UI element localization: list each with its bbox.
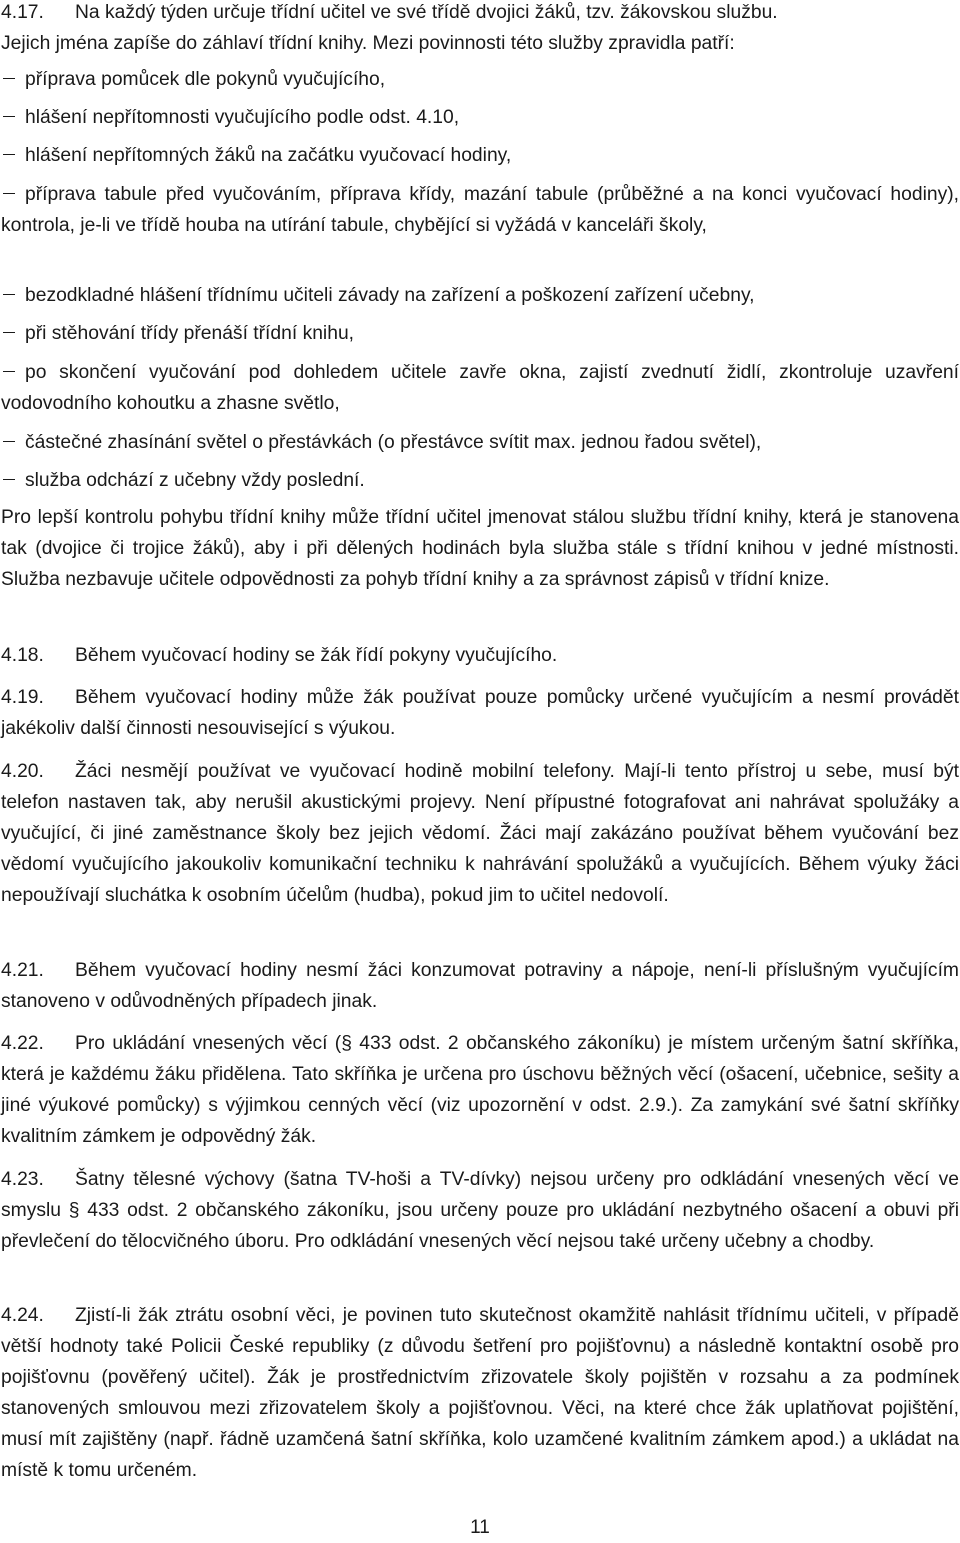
dash-bullet-icon <box>3 78 15 80</box>
section-4-18 <box>1 640 959 671</box>
section-4-21 <box>1 955 959 1017</box>
section-number: 4.20. <box>1 761 44 782</box>
section-number: 4.22. <box>1 1033 44 1054</box>
section-text: Během vyučovací hodiny může žák používat pouze pomůcky určené vyučujícím a nesmí provádět jakékoliv další činnosti nesouvisející s výukou. <box>1 687 959 739</box>
page-number: 11 <box>470 1517 490 1538</box>
section-number: 4.17. <box>1 2 44 23</box>
duty-item: bezodkladné hlášení třídnímu učiteli závady na zařízení a poškození zařízení učebny, <box>1 280 959 311</box>
paragraph-class-book: Pro lepší kontrolu pohybu třídní knihy může třídní učitel jmenovat stálou službu třídní knihy, která je stanovena tak (dvojice či trojice žáků), aby i při dělených hodinách byla služba stále s třídní knihou v jedné místnosti. Služba nezbavuje učitele odpovědnosti za pohyb třídní knihy a za správnost zápisů v třídní knize. <box>1 507 959 590</box>
dash-bullet-icon <box>3 332 15 334</box>
section-text: Pro ukládání vnesených věcí (§ 433 odst. 2 občanského zákoníku) je místem určeným šatní skříňka, která je každému žáku přidělena. Tato skříňka je určena pro úschovu běžných věcí (ošacení, učebnice, sešity a jiné výukové pomůcky) s výjimkou cenných věcí (viz upozornění v odst. 2.9.). Za zamykání své šatní skříňky kvalitním zámkem je odpovědný žák. <box>1 1033 959 1147</box>
section-text-line2: Jejich jména zapíše do záhlaví třídní knihy. Mezi povinnosti této služby zpravidla patří: <box>1 33 735 54</box>
duty-item: služba odchází z učebny vždy poslední. <box>1 465 959 496</box>
section-4-24 <box>1 1300 959 1486</box>
section-number: 4.23. <box>1 1169 44 1190</box>
duty-item: příprava pomůcek dle pokynů vyučujícího, <box>1 64 959 95</box>
duty-item: hlášení nepřítomných žáků na začátku vyučovací hodiny, <box>1 140 959 171</box>
section-text: Šatny tělesné výchovy (šatna TV-hoši a TV-dívky) nejsou určeny pro odkládání vnesených věcí ve smyslu § 433 odst. 2 občanského zákoníku, jsou určeny pouze pro ukládání nezbytného ošacení a obuvi při převlečení do tělocvičného úboru. Pro odkládání vnesených věcí nejsou také určeny učebny a chodby. <box>1 1169 959 1252</box>
section-text: Během vyučovací hodiny nesmí žáci konzumovat potraviny a nápoje, není-li příslušným vyučujícím stanoveno v odůvodněných případech jinak. <box>1 960 959 1012</box>
section-number: 4.21. <box>1 960 44 981</box>
duty-item: příprava tabule před vyučováním, příprava křídy, mazání tabule (průběžné a na konci vyučovací hodiny), kontrola, je-li ve třídě houba na utírání tabule, chybějící si vyžádá v kanceláři školy, <box>1 184 959 236</box>
section-number: 4.18. <box>1 645 44 666</box>
section-4-19 <box>1 682 959 744</box>
duty-item: hlášení nepřítomnosti vyučujícího podle odst. 4.10, <box>1 102 959 133</box>
section-number: 4.19. <box>1 687 44 708</box>
section-number: 4.24. <box>1 1305 44 1326</box>
duty-item: po skončení vyučování pod dohledem učitele zavře okna, zajistí zvednutí židlí, zkontroluje uzavření vodovodního kohoutku a zhasne světlo, <box>1 362 959 414</box>
dash-bullet-icon <box>3 371 15 373</box>
dash-bullet-icon <box>3 441 15 443</box>
section-text: Zjistí-li žák ztrátu osobní věci, je povinen tuto skutečnost okamžitě nahlásit třídnímu učiteli, v případě větší hodnoty také Policii České republiky (z důvodu šetření pro pojišťovnu) a následně kontaktní osobě pro pojišťovnu (pověřený učitel). Žák je prostřednictvím zřizovatele školy pojištěn v rozsahu a za podmínek stanovených smlouvou mezi zřizovatelem školy a pojišťovnou. Věci, na které chce žák uplatňovat pojištění, musí mít zajištěny (např. řádně uzamčená šatní skříňka, kolo uzamčené kvalitním zámkem apod.) a ukládat na místě k tomu určeném. <box>1 1305 959 1481</box>
section-4-20 <box>1 756 959 911</box>
section-4-22 <box>1 1028 959 1152</box>
dash-bullet-icon <box>3 294 15 296</box>
section-4-23 <box>1 1164 959 1257</box>
dash-bullet-icon <box>3 479 15 481</box>
dash-bullet-icon <box>3 193 15 195</box>
section-4-17 <box>1 0 959 59</box>
section-text-line1: Na každý týden určuje třídní učitel ve své třídě dvojici žáků, tzv. žákovskou službu. <box>75 2 778 23</box>
dash-bullet-icon <box>3 154 15 156</box>
dash-bullet-icon <box>3 116 15 118</box>
duty-item: při stěhování třídy přenáší třídní knihu, <box>1 318 959 349</box>
section-text: Během vyučovací hodiny se žák řídí pokyny vyučujícího. <box>75 645 558 666</box>
duty-item: částečné zhasínání světel o přestávkách (o přestávce svítit max. jednou řadou světel), <box>1 427 959 458</box>
section-text: Žáci nesmějí používat ve vyučovací hodině mobilní telefony. Mají-li tento přístroj u sebe, musí být telefon nastaven tak, aby nerušil akustickými projevy. Není přípustné fotografovat ani nahrávat spolužáky a vyučující, či jiné zaměstnance školy bez jejich vědomí. Žáci mají zakázáno používat během vyučování bez vědomí vyučujícího jakoukoliv komunikační techniku k nahrávání spolužáků a vyučujících. Během výuky žáci nepoužívají sluchátka k osobním účelům (hudba), pokud jim to učitel nedovolí. <box>1 761 959 906</box>
